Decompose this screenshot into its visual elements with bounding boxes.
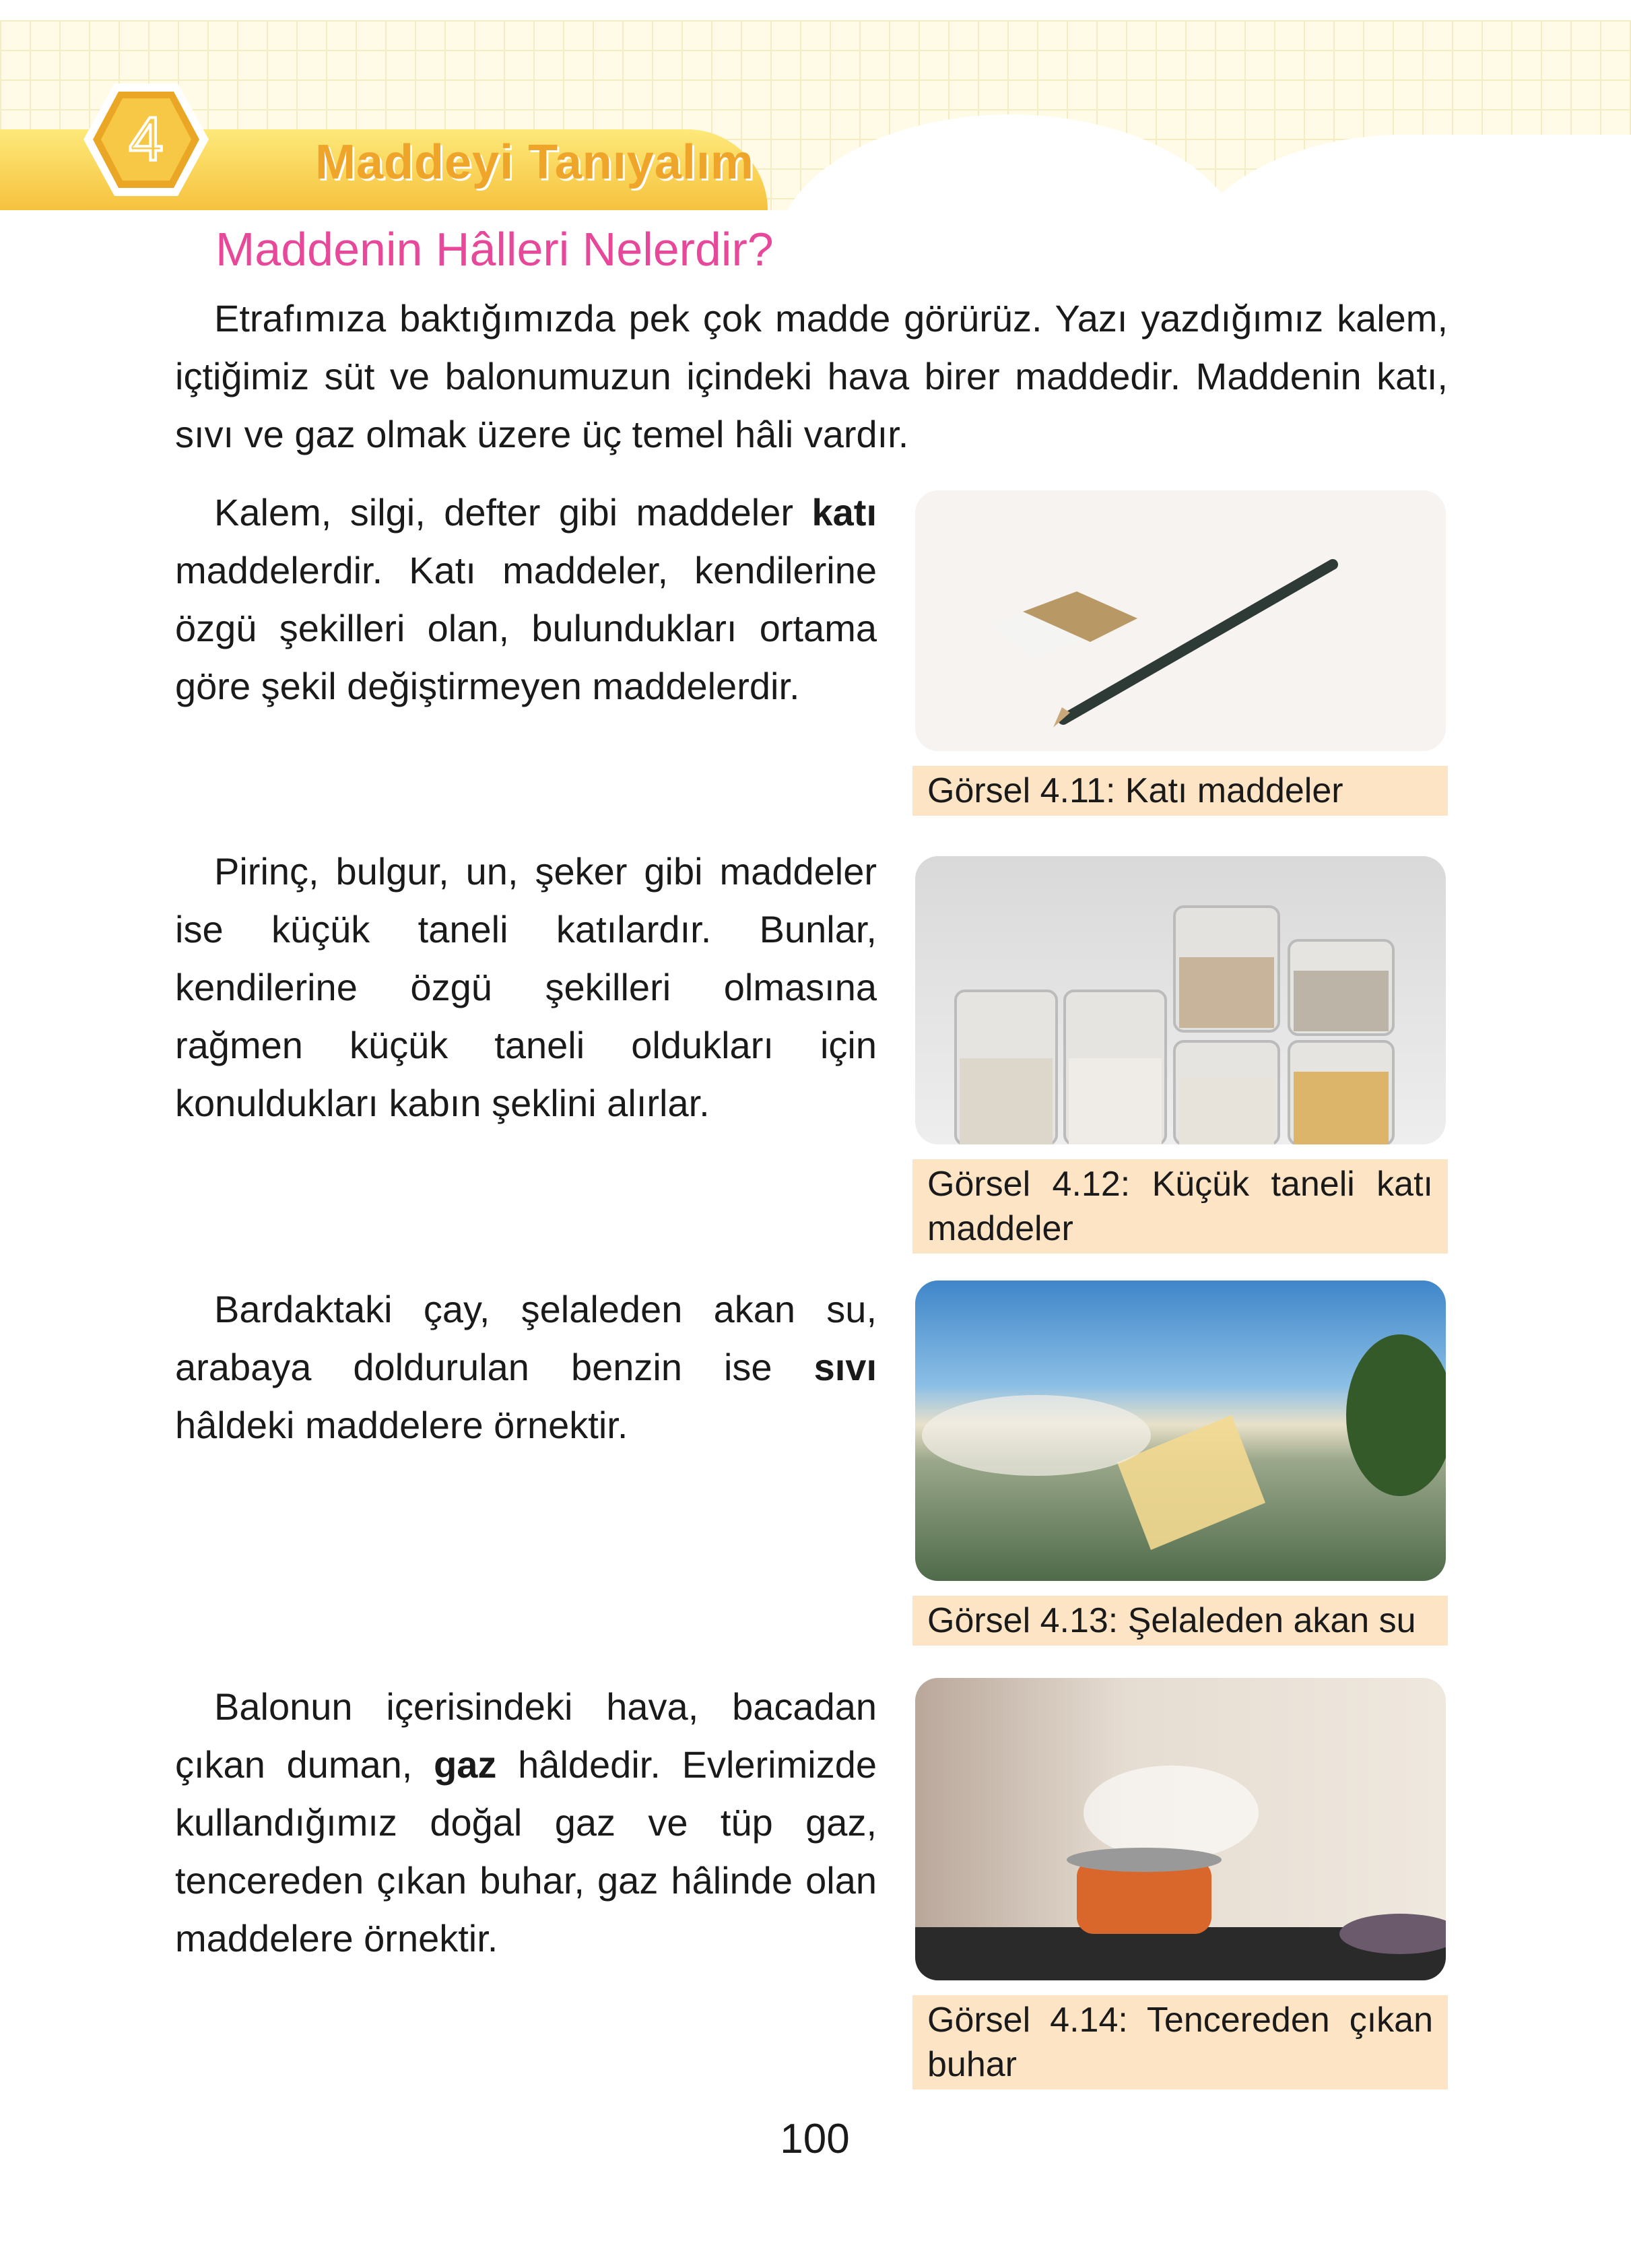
figure-liquids	[912, 1281, 1448, 1646]
row-liquids	[175, 1281, 1448, 1678]
text: Bardaktaki çay, şelaleden akan su, arabaya doldurulan benzin ise	[175, 1288, 877, 1388]
chapter-title: Maddeyi Tanıyalım	[315, 135, 754, 189]
text: Balonun içerisindeki hava, bacadan çıkan duman,	[175, 1685, 877, 1786]
page-content	[175, 290, 1448, 2089]
bold-term: gaz	[434, 1743, 497, 1786]
figure-caption: Görsel 4.11: Katı maddeler	[912, 766, 1448, 816]
row-gases	[175, 1678, 1448, 2089]
text: hâldedir. Evlerimizde kullandığımız doğal gaz ve tüp gaz, tencereden çıkan buhar, gaz hâlinde olan maddelere örnektir.	[175, 1743, 877, 1959]
figure-eraser-pencil-image	[915, 490, 1446, 751]
page-number: 100	[780, 2116, 850, 2162]
section-title: Maddenin Hâlleri Nelerdir?	[215, 223, 774, 276]
row-solids	[175, 484, 1448, 843]
figure-steaming-pot-image	[915, 1678, 1446, 1980]
figure-granular	[912, 856, 1448, 1254]
figure-jars-image	[915, 856, 1446, 1144]
row-granular-solids	[175, 843, 1448, 1281]
text: hâldeki maddelere örnektir.	[175, 1404, 628, 1446]
figure-caption: Görsel 4.12: Küçük taneli katı maddeler	[912, 1159, 1448, 1254]
bold-term: sıvı	[813, 1346, 877, 1388]
paragraph-solids	[175, 484, 877, 715]
intro-paragraph: Etrafımıza baktığımızda pek çok madde görürüz. Yazı yazdığımız kalem, içtiğimiz süt ve balonumuzun içindeki hava birer maddedir. Maddenin katı, sıvı ve gaz olmak üzere üç temel hâli vardır.	[175, 297, 1448, 455]
text: maddelerdir. Katı maddeler, kendilerine özgü şekilleri olan, bulundukları ortama göre şekil değiştirmeyen maddelerdir.	[175, 549, 877, 707]
bold-term: katı	[811, 491, 877, 533]
figure-caption: Görsel 4.13: Şelaleden akan su	[912, 1596, 1448, 1646]
figure-waterfall-image	[915, 1281, 1446, 1581]
text: Kalem, silgi, defter gibi maddeler	[214, 491, 812, 533]
figure-caption: Görsel 4.14: Tencereden çıkan buhar	[912, 1995, 1448, 2089]
paragraph-liquids	[175, 1281, 877, 1454]
figure-solids	[912, 490, 1448, 816]
chapter-number: 4	[129, 105, 164, 174]
figure-gases	[912, 1678, 1448, 2089]
paragraph-gases	[175, 1678, 877, 1968]
text: Pirinç, bulgur, un, şeker gibi maddeler ise küçük taneli katılardır. Bunlar, kendilerine özgü şekilleri olmasına rağmen küçük taneli oldukları için konuldukları kabın şeklini alırlar.	[175, 850, 877, 1124]
paragraph-granular-solids	[175, 843, 877, 1132]
